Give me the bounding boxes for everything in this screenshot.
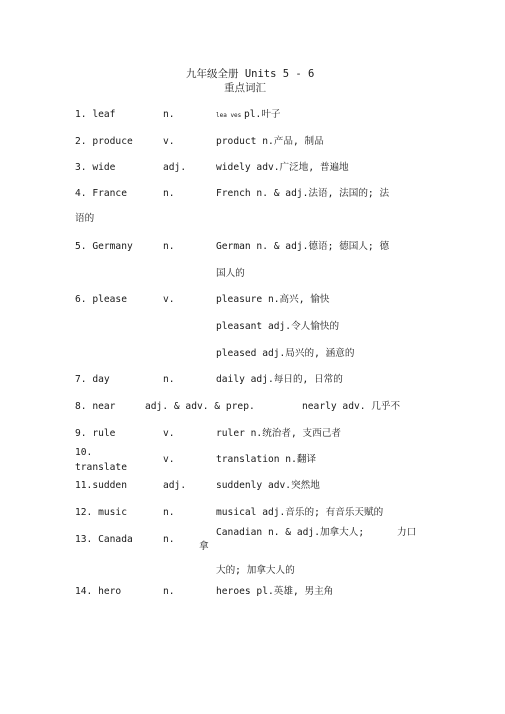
entry-definition: pleasure n.高兴, 愉快: [216, 294, 330, 305]
entry-pos: n.: [163, 241, 175, 252]
page-title: 九年级全册 Units 5 - 6: [186, 68, 315, 80]
entry-definition: daily adj.每日的, 日常的: [216, 374, 343, 385]
entry-definition: widely adv.广泛地, 普遍地: [216, 162, 349, 173]
entry-definition-2: pleasant adj.令人愉快的: [216, 321, 340, 332]
entry-definition: nearly adv. 几乎不: [302, 401, 401, 412]
entry-definition: product n.产品, 制品: [216, 136, 324, 147]
entry-definition: suddenly adv.突然地: [216, 480, 320, 491]
entry-word: 12. music: [75, 507, 127, 518]
entry-definition: French n. & adj.法语, 法国的; 法: [216, 188, 390, 199]
entry-pos: n.: [163, 109, 175, 120]
entry-pos: n.: [163, 507, 175, 518]
entry-pos: v.: [163, 428, 175, 439]
entry-definition: Canadian n. & adj.加拿大人;: [216, 527, 365, 538]
entry-word: 8. near: [75, 401, 116, 412]
entry-word: 1. leaf: [75, 109, 116, 120]
entry-word: 6. please: [75, 294, 127, 305]
entry-word: 4. France: [75, 188, 127, 199]
entry-definition: musical adj.音乐的; 有音乐天赋的: [216, 507, 384, 518]
entry-pos: n.: [163, 188, 175, 199]
entry-word: 11.sudden: [75, 480, 127, 491]
entry-pos: adj.: [163, 480, 187, 491]
entry-pos: v.: [163, 454, 175, 465]
entry-pos: v.: [163, 136, 175, 147]
entry-pos: adj. & adv. & prep.: [145, 401, 255, 412]
entry-word: 13. Canada: [75, 534, 133, 545]
entry-word: translate: [75, 462, 127, 473]
entry-word: 2. produce: [75, 136, 133, 147]
entry-pos: n.: [163, 374, 175, 385]
entry-definition: translation n.翻译: [216, 454, 317, 465]
entry-word: 7. day: [75, 374, 110, 385]
entry-word: 14. hero: [75, 586, 122, 597]
entry-definition: heroes pl.英雄, 男主角: [216, 586, 334, 597]
entry-pos: n.: [163, 534, 175, 545]
entry-word: 5. Germany: [75, 241, 133, 252]
entry-number: 10.: [75, 447, 93, 458]
entry-definition: German n. & adj.德语; 德国人; 德: [216, 241, 390, 252]
entry-pos: v.: [163, 294, 175, 305]
entry-definition: pl.叶子: [244, 109, 281, 120]
entry-word: 9. rule: [75, 428, 116, 439]
entry-def-small: lea ves: [216, 112, 242, 119]
entry-definition-fragment: 拿: [199, 541, 209, 552]
entry-pos: n.: [163, 586, 175, 597]
page-subtitle: 重点词汇: [224, 82, 266, 94]
entry-word: 3. wide: [75, 162, 116, 173]
entry-definition-continued: 国人的: [216, 268, 245, 279]
entry-definition-continued: 大的; 加拿大人的: [216, 565, 295, 576]
entry-pos: adj.: [163, 162, 187, 173]
entry-definition-3: pleased adj.局兴的, 涵意的: [216, 348, 355, 359]
entry-definition-fragment: 力口: [397, 527, 417, 538]
entry-definition: ruler n.统治者, 支西己者: [216, 428, 341, 439]
entry-definition-continued: 语的: [75, 213, 95, 224]
